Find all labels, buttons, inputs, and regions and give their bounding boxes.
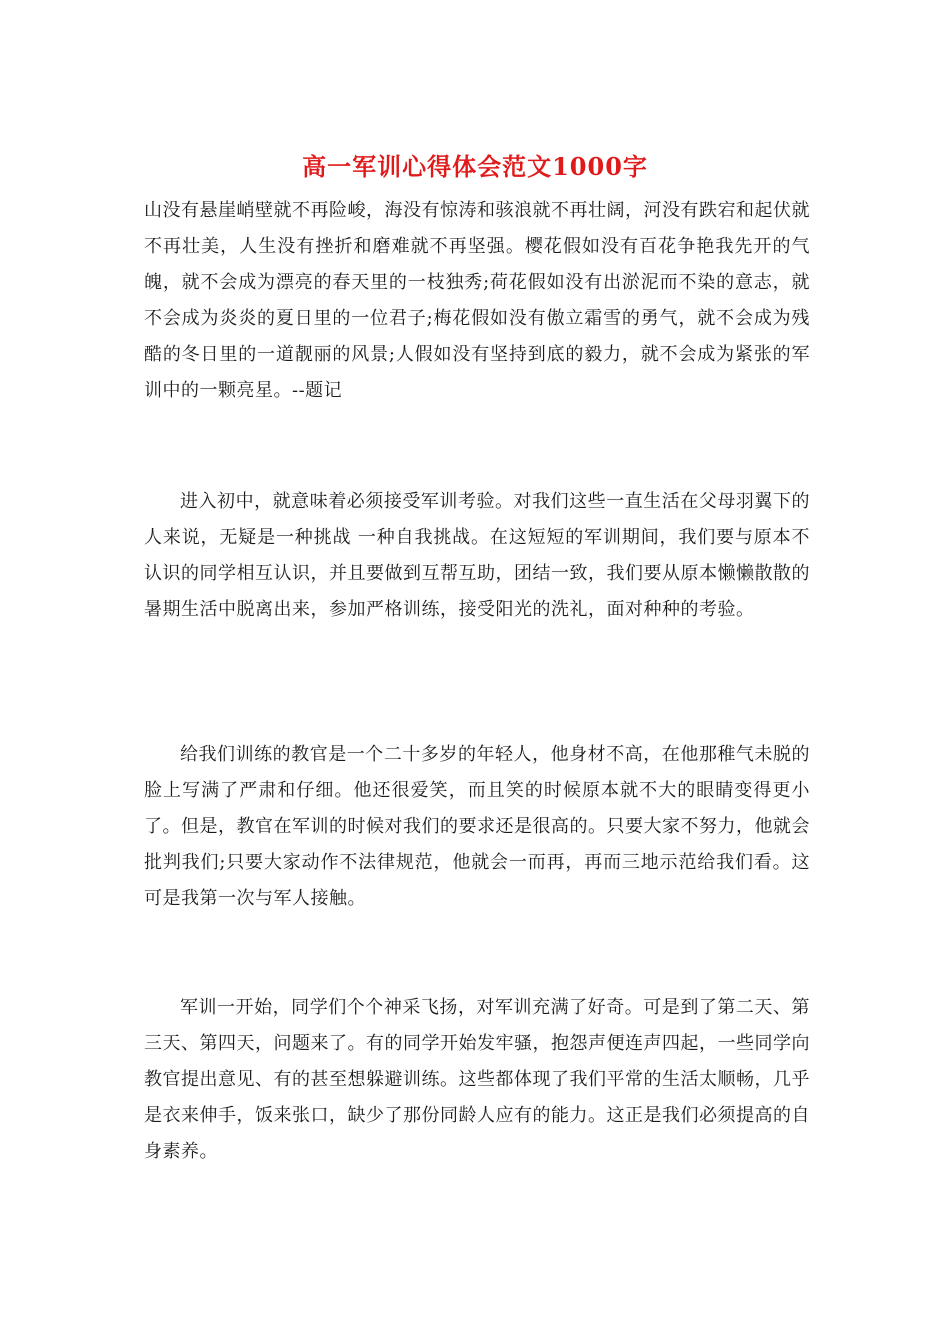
paragraph-body: 进入初中，就意味着必须接受军训考验。对我们这些一直生活在父母羽翼下的人来说，无疑是一种挑战 一种自我挑战。在这短短的军训期间，我们要与原本不认识的同学相互认识，并且要做到互帮互助，团结一致，我们要从原本懒懒散散的暑期生活中脱离出来，参加严格训练，接受阳光的洗礼，面对种种的考验。 — [144, 491, 810, 620]
paragraph-body: 军训一开始，同学们个个神采飞扬，对军训充满了好奇。可是到了第二天、第三天、第四天，问题来了。有的同学开始发牢骚，抱怨声便连声四起，一些同学向教官提出意见、有的甚至想躲避训练。这些都体现了我们平常的生活太顺畅，几乎是衣来伸手，饭来张口，缺少了那份同龄人应有的能力。这正是我们必须提高的自身素养。 — [144, 997, 810, 1162]
document-title: 高一军训心得体会范文1000字 — [302, 152, 648, 181]
paragraph-body: 给我们训练的教官是一个二十多岁的年轻人，他身材不高，在他那稚气未脱的脸上写满了严肃和仔细。他还很爱笑，而且笑的时候原本就不大的眼睛变得更小了。但是，教官在军训的时候对我们的要求还是很高的。只要大家不努力，他就会批判我们;只要大家动作不法律规范，他就会一而再，再而三地示范给我们看。这可是我第一次与军人接触。 — [144, 744, 810, 909]
paragraph-epigraph: 山没有悬崖峭壁就不再险峻，海没有惊涛和骇浪就不再壮阔，河没有跌宕和起伏就不再壮美，人生没有挫折和磨难就不再坚强。樱花假如没有百花争艳我先开的气魄，就不会成为漂亮的春天里的一枝独秀;荷花假如没有出淤泥而不染的意志，就不会成为炎炎的夏日里的一位君子;梅花假如没有傲立霜雪的勇气，就不会成为残酷的冬日里的一道靓丽的风景;人假如没有坚持到底的毅力，就不会成为紧张的军训中的一颗亮星。--题记 — [144, 200, 810, 401]
